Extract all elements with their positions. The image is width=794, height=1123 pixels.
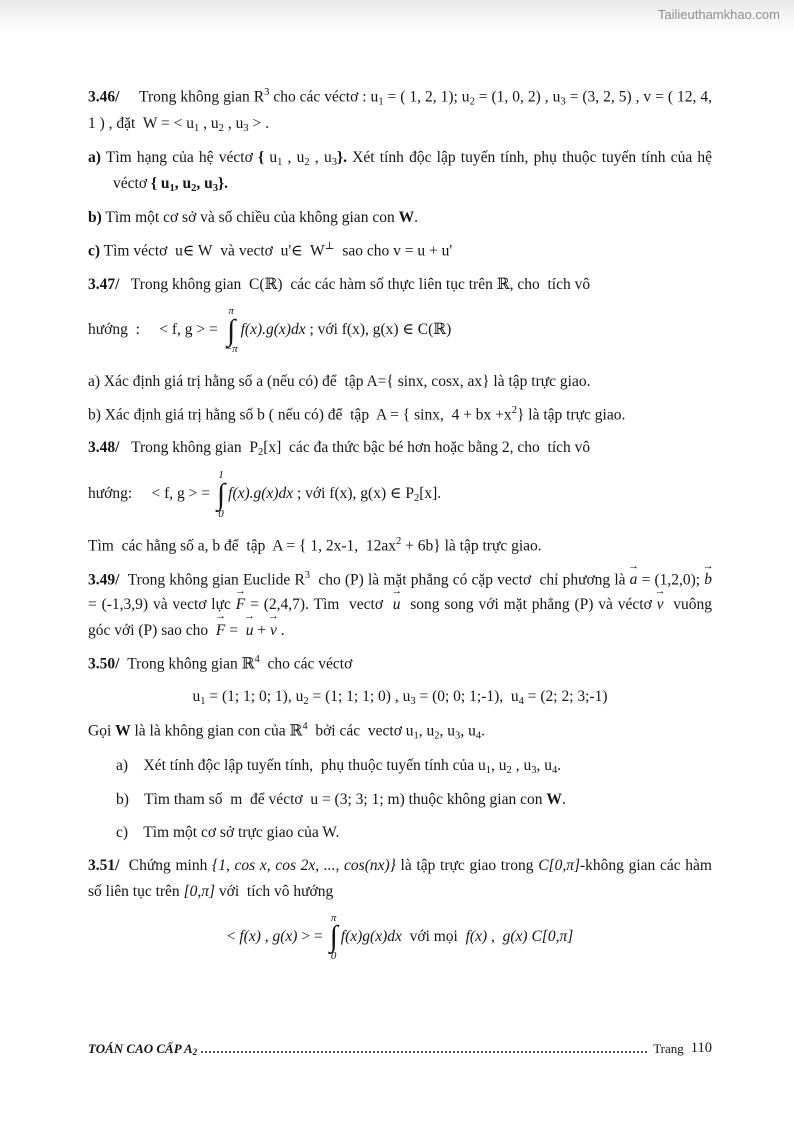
text-run: Trong không gian R: [119, 88, 265, 106]
footer-page-label: Trang: [653, 1041, 684, 1056]
text-run: cho các véctơ: [259, 655, 353, 673]
text-run: .: [481, 722, 485, 740]
text-run: { u: [150, 174, 170, 192]
text-run: 3.46/: [88, 88, 120, 106]
document-content: [88, 84, 712, 975]
text-run: 1: [485, 765, 492, 777]
footer-course-title: [88, 1041, 197, 1057]
text-run: f(x): [465, 927, 488, 945]
text-run: 2: [303, 696, 309, 708]
text-run: f(x).g(x)dx: [228, 485, 294, 503]
text-run: 2: [506, 765, 512, 777]
integral-sign: ∫: [216, 478, 226, 512]
text-run: , u: [418, 722, 435, 740]
text-run: g(x): [502, 927, 528, 945]
text-run: Xét tính độc lập tuyến tính, phụ thuộc tuyến tính của hệ véctơ: [113, 148, 713, 192]
text-run: là là không gian con của ℝ: [130, 722, 303, 740]
text-run: = (3, 2, 5) , v = ( 12, 4, 1 ) , đặt W = < u: [88, 88, 712, 132]
vector-symbol: → F: [236, 592, 245, 617]
text-run: 1: [413, 730, 419, 742]
text-run: 3: [560, 96, 566, 108]
text-run: , u: [223, 114, 244, 132]
text-run: ; với f(x), g(x) ∈ P: [293, 485, 414, 503]
text-run: 4: [518, 696, 524, 708]
text-run: = (1; 1; 0; 1), u: [205, 688, 304, 706]
text-run: b) Xác định giá trị hằng số b ( nếu có) để tập A = { sinx, 4 + bx +x: [88, 406, 512, 424]
text-run: Chứng minh: [119, 857, 213, 875]
text-run: cho (P) là mặt phẳng có cặp vectơ chỉ phương là: [310, 571, 630, 589]
text-run: 4: [302, 721, 308, 733]
integral-lower-limit: −π: [224, 343, 238, 355]
exercise-3-50-w-def: [88, 718, 712, 745]
text-run: Tìm một cơ sở và số chiều của không gian con: [101, 209, 399, 227]
text-run: Trong không gian P: [119, 439, 258, 457]
text-run: 1: [169, 182, 175, 194]
footer-course-title-subscript: 2: [192, 1046, 198, 1057]
text-run: hướng:: [88, 485, 152, 503]
dotted-leader: [201, 1051, 647, 1053]
text-run: 3: [264, 87, 270, 98]
text-run: a): [116, 757, 129, 775]
text-run: với mọi: [401, 927, 466, 945]
text-run: = (2,4,7). Tìm vectơ: [245, 596, 393, 614]
text-run: b): [88, 209, 102, 227]
text-run: 1: [378, 96, 384, 108]
footer-page-number: 110: [690, 1040, 712, 1056]
text-run: c): [88, 242, 101, 260]
text-run: W: [398, 209, 415, 227]
text-run: bởi các vectơ u: [307, 722, 414, 740]
integral-upper-limit: 1: [218, 469, 224, 482]
text-run: = ( 1, 2, 1); u: [383, 88, 470, 106]
text-run: W: [115, 722, 131, 740]
text-run: 3.51/: [88, 857, 120, 875]
text-run: 3: [304, 569, 311, 581]
text-run: f(x)g(x)dx: [340, 927, 402, 945]
exercise-3-46-item-b: [88, 205, 712, 230]
text-run: , u: [536, 757, 552, 775]
text-run: = (1,2,0);: [637, 571, 705, 589]
exercise-3-50-item-c: [88, 820, 712, 845]
text-run: , u: [439, 722, 456, 740]
watermark-text: Tailieuthamkhao.com: [657, 7, 780, 22]
text-run: 3: [331, 156, 337, 168]
text-run: 3: [531, 765, 537, 777]
text-run: Gọi: [88, 722, 116, 740]
exercise-3-47-intro: [88, 272, 712, 297]
text-run: .: [561, 791, 566, 809]
text-run: = (2; 2; 3;-1): [523, 688, 608, 706]
vector-symbol: → u: [393, 592, 401, 617]
exercise-3-47-item-b: [88, 402, 712, 428]
text-run: ⊥: [324, 241, 335, 253]
text-run: vuông góc với (P) sao cho: [88, 596, 712, 639]
text-run: , u: [196, 174, 213, 192]
integral-sign: ∫: [227, 313, 236, 347]
text-run: Trong không gian Euclide R: [119, 571, 305, 589]
exercise-3-50-intro: [88, 651, 712, 677]
text-run: 2: [191, 182, 197, 194]
text-run: 1: [200, 696, 206, 708]
text-run: + 6b} là tập trực giao.: [401, 537, 542, 555]
text-run: }.: [218, 174, 229, 192]
exercise-3-50-vectors: [88, 684, 712, 710]
text-run: g(x): [272, 927, 298, 945]
text-run: , u: [511, 757, 532, 775]
text-run: cho các véctơ : u: [269, 88, 379, 106]
text-run: Tìm véctơ u∈ W và vectơ u'∈ W: [100, 242, 325, 260]
exercise-3-51-intro: [88, 853, 712, 903]
text-run: Xét tính độc lập tuyến tính, phụ thuộc tuyến tính của u: [128, 757, 486, 775]
text-run: 1: [277, 156, 283, 168]
text-run: , u: [174, 174, 192, 192]
text-run: 4: [551, 765, 558, 777]
text-run: b): [116, 791, 129, 809]
text-run: song song với mặt phẳng (P) và véctơ: [400, 596, 657, 614]
text-run: {: [258, 148, 265, 166]
footer-course-title-text: TOÁN CAO CẤP A: [88, 1041, 193, 1056]
text-run: 2: [511, 404, 517, 416]
integral: [225, 305, 238, 356]
text-run: ,: [487, 927, 503, 945]
exercise-3-49: [88, 567, 712, 643]
text-run: C[0,π]: [538, 857, 581, 875]
text-run: Tìm một cơ sở trực giao của W.: [128, 824, 340, 842]
text-run: 3: [212, 182, 219, 194]
exercise-3-50-item-b: [88, 787, 712, 812]
vector-symbol: → a: [630, 567, 638, 592]
text-run: u: [264, 148, 278, 166]
text-run: }.: [336, 148, 347, 166]
text-run: sao cho v = u + u': [334, 242, 453, 260]
text-run: +: [253, 621, 270, 639]
text-run: 3: [243, 122, 249, 134]
exercise-3-46-intro: [88, 84, 712, 137]
integral: [217, 469, 225, 520]
text-run: W: [546, 791, 562, 809]
text-run: , u: [460, 722, 476, 740]
exercise-3-48-task: [88, 533, 712, 559]
exercise-3-47-item-a: [88, 369, 712, 394]
text-run: , u: [491, 757, 507, 775]
text-run: là tập trực giao trong: [395, 857, 539, 875]
text-run: 3.47/: [88, 275, 120, 293]
vector-symbol: → u: [246, 618, 254, 643]
exercise-3-48-intro: [88, 435, 712, 461]
text-run: = (0; 0; 1;-1), u: [415, 688, 519, 706]
integral-sign: ∫: [329, 920, 338, 954]
text-run: <: [226, 927, 240, 945]
text-run: 4: [475, 730, 482, 742]
text-run: 1: [194, 122, 200, 134]
text-run: .: [557, 757, 562, 775]
text-run: 3.49/: [88, 571, 120, 589]
integral-upper-limit: π: [228, 304, 234, 317]
text-run: > =: [297, 927, 327, 945]
text-run: ,: [260, 927, 273, 945]
text-run: [x].: [419, 485, 442, 503]
text-run: {1, cos x, cos 2x, ..., cos(nx)}: [212, 857, 396, 875]
exercise-3-50-item-a: [88, 753, 712, 779]
text-run: 4: [254, 653, 260, 665]
text-run: > .: [248, 114, 269, 132]
text-run: a): [88, 148, 101, 166]
vector-symbol: → v: [270, 618, 277, 643]
text-run: 2: [413, 493, 420, 505]
text-run: Tìm các hằng số a, b để tập A = { 1, 2x-1, 12ax: [88, 537, 397, 555]
text-run: -không gian các hàm số liên tục trên: [88, 857, 712, 900]
text-run: 2: [304, 156, 310, 168]
exercise-3-51-formula: [88, 912, 712, 963]
text-run: 3.50/: [88, 655, 120, 673]
vector-symbol: → F: [216, 618, 225, 643]
text-run: Tìm hạng của hệ véctơ: [100, 148, 258, 166]
integral-upper-limit: π: [330, 911, 337, 924]
text-run: ; với f(x), g(x) ∈ C(ℝ): [305, 320, 452, 338]
text-run: 2: [469, 96, 475, 108]
exercise-3-46-item-a: [88, 145, 712, 197]
text-run: = (1, 0, 2) , u: [474, 88, 561, 106]
text-run: 2: [257, 447, 264, 459]
text-run: f(x).g(x)dx: [240, 320, 306, 338]
text-run: với tích vô hướng: [215, 882, 334, 900]
text-run: 3: [410, 696, 416, 708]
exercise-3-47-formula: [88, 305, 712, 356]
vector-symbol: → b: [704, 567, 712, 592]
integral-lower-limit: 0: [330, 949, 337, 962]
integral-lower-limit: 0: [218, 507, 224, 520]
text-run: , u: [199, 114, 219, 132]
vector-symbol: → v: [657, 592, 664, 617]
exercise-3-48-formula: [88, 469, 712, 520]
text-run: 2: [434, 730, 440, 742]
text-run: hướng :: [88, 320, 160, 338]
integral: [330, 912, 338, 963]
text-run: 2: [396, 536, 402, 548]
text-run: c): [116, 824, 129, 842]
text-run: =: [225, 621, 246, 639]
text-run: .: [276, 621, 285, 639]
text-run: } là tập trực giao.: [516, 406, 626, 424]
text-run: < f, g > =: [151, 485, 214, 503]
text-run: 3: [455, 730, 461, 742]
text-run: a) Xác định giá trị hằng số a (nếu có) để tập A={ sinx, cosx, ax} là tập trực giao.: [88, 372, 591, 390]
text-run: u: [192, 688, 201, 706]
text-run: .: [414, 209, 418, 227]
exercise-3-46-item-c: [88, 238, 712, 264]
text-run: < f, g > =: [159, 320, 222, 338]
text-run: , u: [309, 148, 332, 166]
text-run: Trong không gian ℝ: [119, 655, 255, 673]
text-run: = (-1,3,9) và vectơ lực: [88, 596, 236, 614]
text-run: 3.48/: [88, 439, 120, 457]
text-run: [x] các đa thức bậc bé hơn hoặc bằng 2, cho tích vô: [263, 439, 591, 457]
text-run: [0,π]: [183, 882, 216, 900]
text-run: Tìm tham số m để véctơ u = (3; 3; 1; m) thuộc không gian con: [128, 791, 547, 809]
text-run: C[0,π]: [531, 927, 574, 945]
text-run: Trong không gian C(ℝ) các các hàm số thực liên tục trên ℝ, cho tích vô: [119, 275, 591, 293]
text-run: = (1; 1; 1; 0) , u: [308, 688, 411, 706]
text-run: , u: [282, 148, 305, 166]
page-footer: [88, 1040, 712, 1057]
text-run: 2: [218, 122, 224, 134]
text-run: f(x): [239, 927, 261, 945]
